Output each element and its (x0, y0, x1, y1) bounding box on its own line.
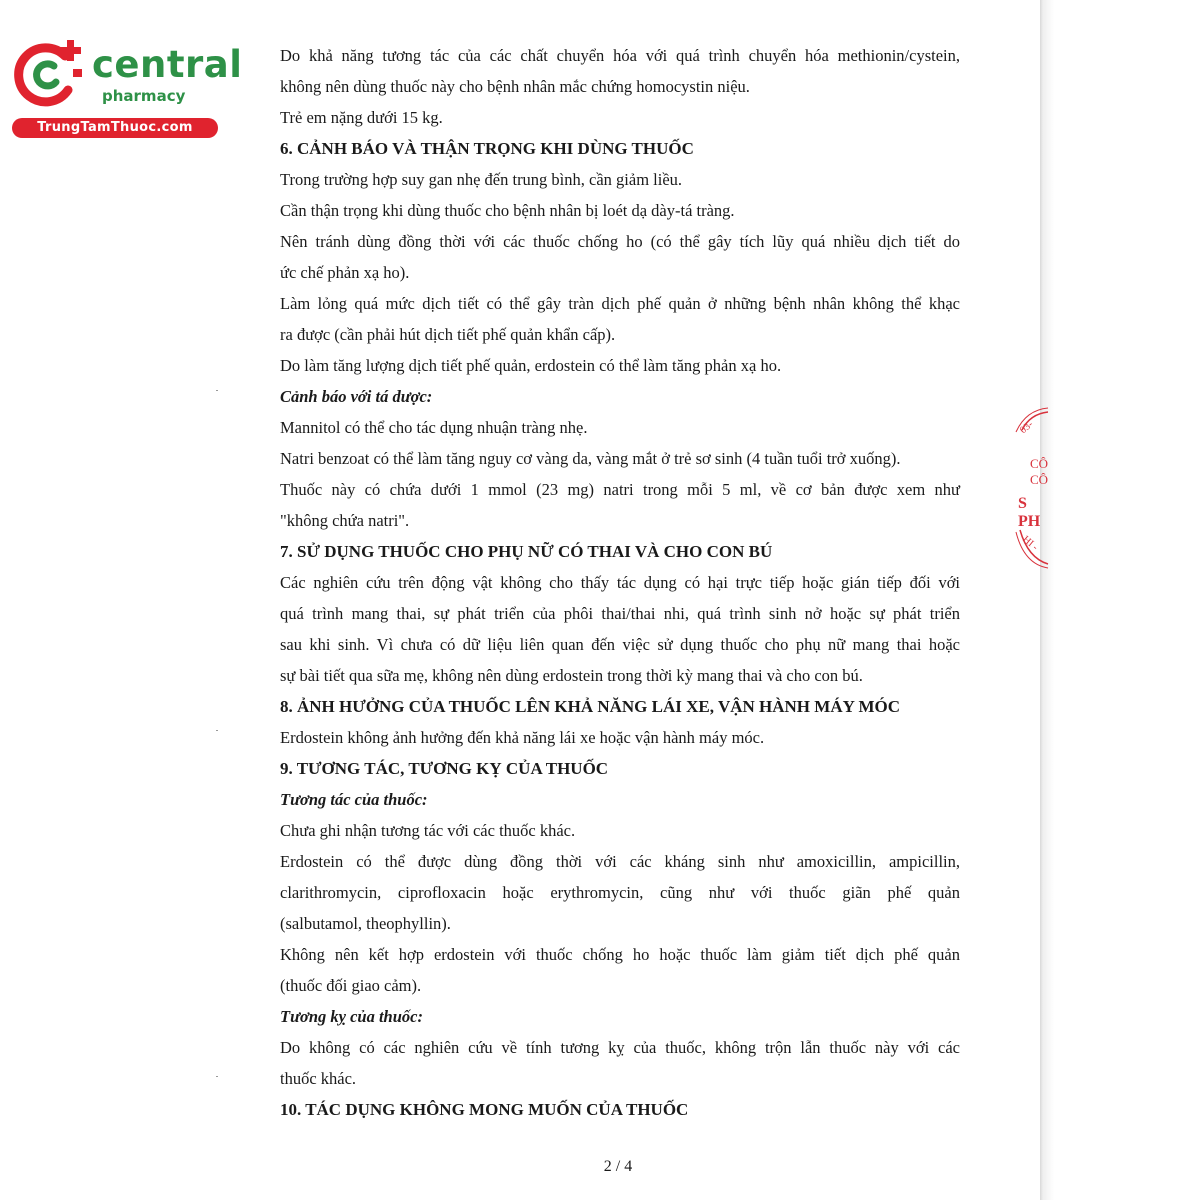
text-line: không nên dùng thuốc này cho bệnh nhân mắc chứng homocystin niệu. (280, 77, 750, 96)
logo-brand-text: central (92, 43, 243, 86)
scan-mark (216, 730, 218, 731)
text-line: quá trình mang thai, sự phát triển của phôi thai/thai nhi, quá trình sinh nở hoặc sự phát triển (280, 604, 960, 623)
page-number: 2 / 4 (603, 1158, 633, 1175)
text-line: Không nên kết hợp erdostein với thuốc chống ho hoặc thuốc làm giảm tiết dịch phế quản (280, 945, 960, 964)
text-line: sau khi sinh. Vì chưa có dữ liệu liên quan đến việc sử dụng thuốc cho phụ nữ mang thai hoặc (280, 635, 960, 654)
central-pharmacy-logo[interactable] (10, 38, 243, 138)
subsection-heading: Cảnh báo với tá dược: (280, 387, 433, 406)
pharmacy-c-cross-icon (10, 38, 90, 108)
text-line: Erdostein không ảnh hưởng đến khả năng lái xe hoặc vận hành máy móc. (280, 728, 765, 747)
text-line: Cần thận trọng khi dùng thuốc cho bệnh nhân bị loét dạ dày-tá tràng. (280, 201, 735, 220)
text-line: Thuốc này có chứa dưới 1 mmol (23 mg) natri trong mỗi 5 ml, về cơ bản được xem như (280, 480, 960, 499)
text-line: Do khả năng tương tác của các chất chuyển hóa với quá trình chuyển hóa methionin/cystein, (280, 46, 960, 65)
text-line: (thuốc đối giao cảm). (280, 976, 422, 995)
text-line: ra được (cần phải hút dịch tiết phế quản khẩn cấp). (280, 325, 616, 344)
text-line: (salbutamol, theophyllin). (280, 914, 451, 933)
stamp-text-1: 03- (1018, 418, 1036, 437)
text-line: Trong trường hợp suy gan nhẹ đến trung bình, cần giảm liều. (280, 170, 683, 189)
text-line: Do không có các nghiên cứu về tính tương kỵ của thuốc, không trộn lẫn thuốc này với các (280, 1038, 960, 1057)
stamp-text-4: S PH (1018, 495, 1041, 530)
text-line: Chưa ghi nhận tương tác với các thuốc khác. (280, 821, 576, 840)
scan-mark (216, 1076, 218, 1077)
subsection-heading: Tương kỵ của thuốc: (280, 1007, 423, 1026)
text-line: "không chứa natri". (280, 511, 410, 530)
section-heading: 8. ẢNH HƯỞNG CỦA THUỐC LÊN KHẢ NĂNG LÁI XE, VẬN HÀNH MÁY MÓC (280, 697, 901, 716)
text-line: Làm lỏng quá mức dịch tiết có thể gây tràn dịch phế quản ở những bệnh nhân không thể khạc (280, 294, 960, 313)
text-line: Mannitol có thể cho tác dụng nhuận tràng nhẹ. (280, 418, 588, 437)
stamp-text-2: CÔ (1030, 456, 1049, 471)
section-heading: 6. CẢNH BÁO VÀ THẬN TRỌNG KHI DÙNG THUỐC (280, 139, 694, 158)
section-heading: 10. TÁC DỤNG KHÔNG MONG MUỐN CỦA THUỐC (280, 1100, 689, 1119)
red-stamp-fragment (1010, 400, 1050, 580)
page-edge-shadow (1040, 0, 1200, 1200)
subsection-heading: Tương tác của thuốc: (280, 790, 428, 809)
document-body (280, 40, 960, 1125)
text-line: thuốc khác. (280, 1069, 357, 1088)
text-line: ức chế phản xạ ho). (280, 263, 410, 282)
text-line: Các nghiên cứu trên động vật không cho thấy tác dụng có hại trực tiếp hoặc gián tiếp đối với (280, 573, 960, 592)
logo-website-banner: TrungTamThuoc.com (12, 118, 218, 138)
text-line: Nên tránh dùng đồng thời với các thuốc chống ho (có thể gây tích lũy quá nhiều dịch tiết do (280, 232, 960, 251)
section-heading: 7. SỬ DỤNG THUỐC CHO PHỤ NỮ CÓ THAI VÀ CHO CON BÚ (280, 542, 773, 561)
text-line: Natri benzoat có thể làm tăng nguy cơ vàng da, vàng mắt ở trẻ sơ sinh (4 tuần tuổi trở xuống). (280, 449, 901, 468)
section-heading: 9. TƯƠNG TÁC, TƯƠNG KỴ CỦA THUỐC (280, 759, 609, 778)
logo-tagline-text: pharmacy (102, 87, 186, 105)
text-line: Erdostein có thể được dùng đồng thời với các kháng sinh như amoxicillin, ampicillin, (280, 852, 960, 871)
stamp-text-5: HI - (1020, 534, 1041, 553)
scan-mark (216, 390, 218, 391)
stamp-text-3: CÔ (1030, 472, 1049, 487)
text-line: clarithromycin, ciprofloxacin hoặc erythromycin, cũng như với thuốc giãn phế quản (280, 883, 960, 902)
text-line: Trẻ em nặng dưới 15 kg. (280, 108, 443, 127)
text-line: sự bài tiết qua sữa mẹ, không nên dùng erdostein trong thời kỳ mang thai và cho con bú. (280, 666, 863, 685)
text-line: Do làm tăng lượng dịch tiết phế quản, erdostein có thể làm tăng phản xạ ho. (280, 356, 782, 375)
